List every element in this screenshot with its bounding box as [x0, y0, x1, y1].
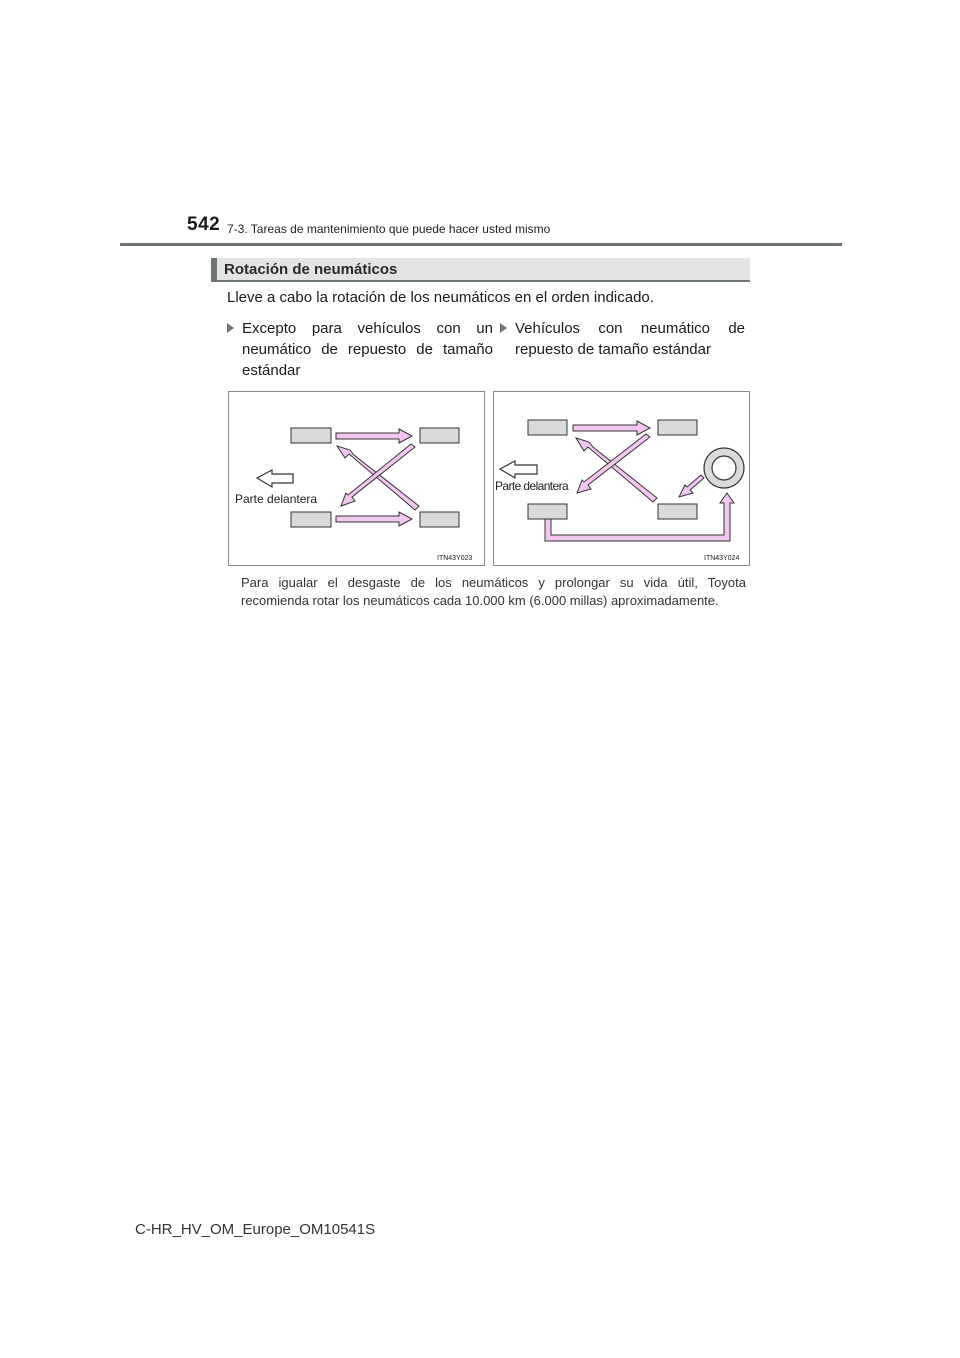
spare-tire-inner [712, 456, 736, 480]
rotation-diagram-graphic [229, 392, 486, 567]
rotation-diagram-five-tires [493, 391, 750, 566]
tire-front-right [420, 428, 459, 443]
figure-code: ITN43Y024 [704, 555, 740, 562]
arrow-rear-to-spare-loop [545, 493, 734, 541]
arrow-spare-to-rear [679, 475, 704, 497]
rotation-diagram-four-tires [228, 391, 485, 566]
section-heading-label: Rotación de neumáticos [224, 261, 398, 278]
front-direction-arrow [257, 470, 293, 487]
front-label: Parte delantera [235, 492, 318, 506]
figure-code: ITN43Y023 [437, 555, 473, 562]
tire-rear-left [291, 512, 331, 527]
arrow-top-right [573, 421, 650, 435]
front-direction-arrow [500, 461, 537, 478]
front-label: Parte delantera [495, 479, 569, 493]
arrow-top-right [336, 429, 412, 443]
bullet-triangle-icon [227, 323, 234, 333]
tire-rear-left [528, 504, 567, 519]
bullet-standard-spare [500, 318, 745, 360]
tire-front-left [528, 420, 567, 435]
bullet-text: Excepto para vehículos con un neumático de repuesto de tamaño estándar [242, 320, 493, 379]
bullet-text: Vehículos con neumático de repuesto de tamaño estándar [515, 320, 745, 358]
bullet-standard-spare-excluded [227, 318, 493, 381]
note-line-2: recomienda rotar los neumáticos cada 10.000 km (6.000 millas) aproximadamente. [241, 593, 719, 608]
intro-text: Lleve a cabo la rotación de los neumáticos en el orden indicado. [227, 289, 654, 306]
tire-front-right [658, 420, 697, 435]
manual-code: C-HR_HV_OM_Europe_OM10541S [135, 1221, 376, 1238]
tire-rear-right [420, 512, 459, 527]
tire-front-left [291, 428, 331, 443]
note-line-1: Para igualar el desgaste de los neumáticos y prolongar su vida útil, Toyota [241, 575, 746, 590]
arrow-diagonal-to-front [576, 438, 657, 502]
arrow-bottom-right [336, 512, 412, 526]
section-heading [211, 258, 750, 282]
page-number: 542 [187, 214, 221, 235]
tire-rear-right [658, 504, 697, 519]
rotation-diagram-graphic [494, 392, 751, 567]
header-divider [120, 243, 842, 246]
chapter-title: 7-3. Tareas de mantenimiento que puede hacer usted mismo [227, 222, 551, 236]
bullet-triangle-icon [500, 323, 507, 333]
heading-accent-bar [211, 258, 217, 282]
